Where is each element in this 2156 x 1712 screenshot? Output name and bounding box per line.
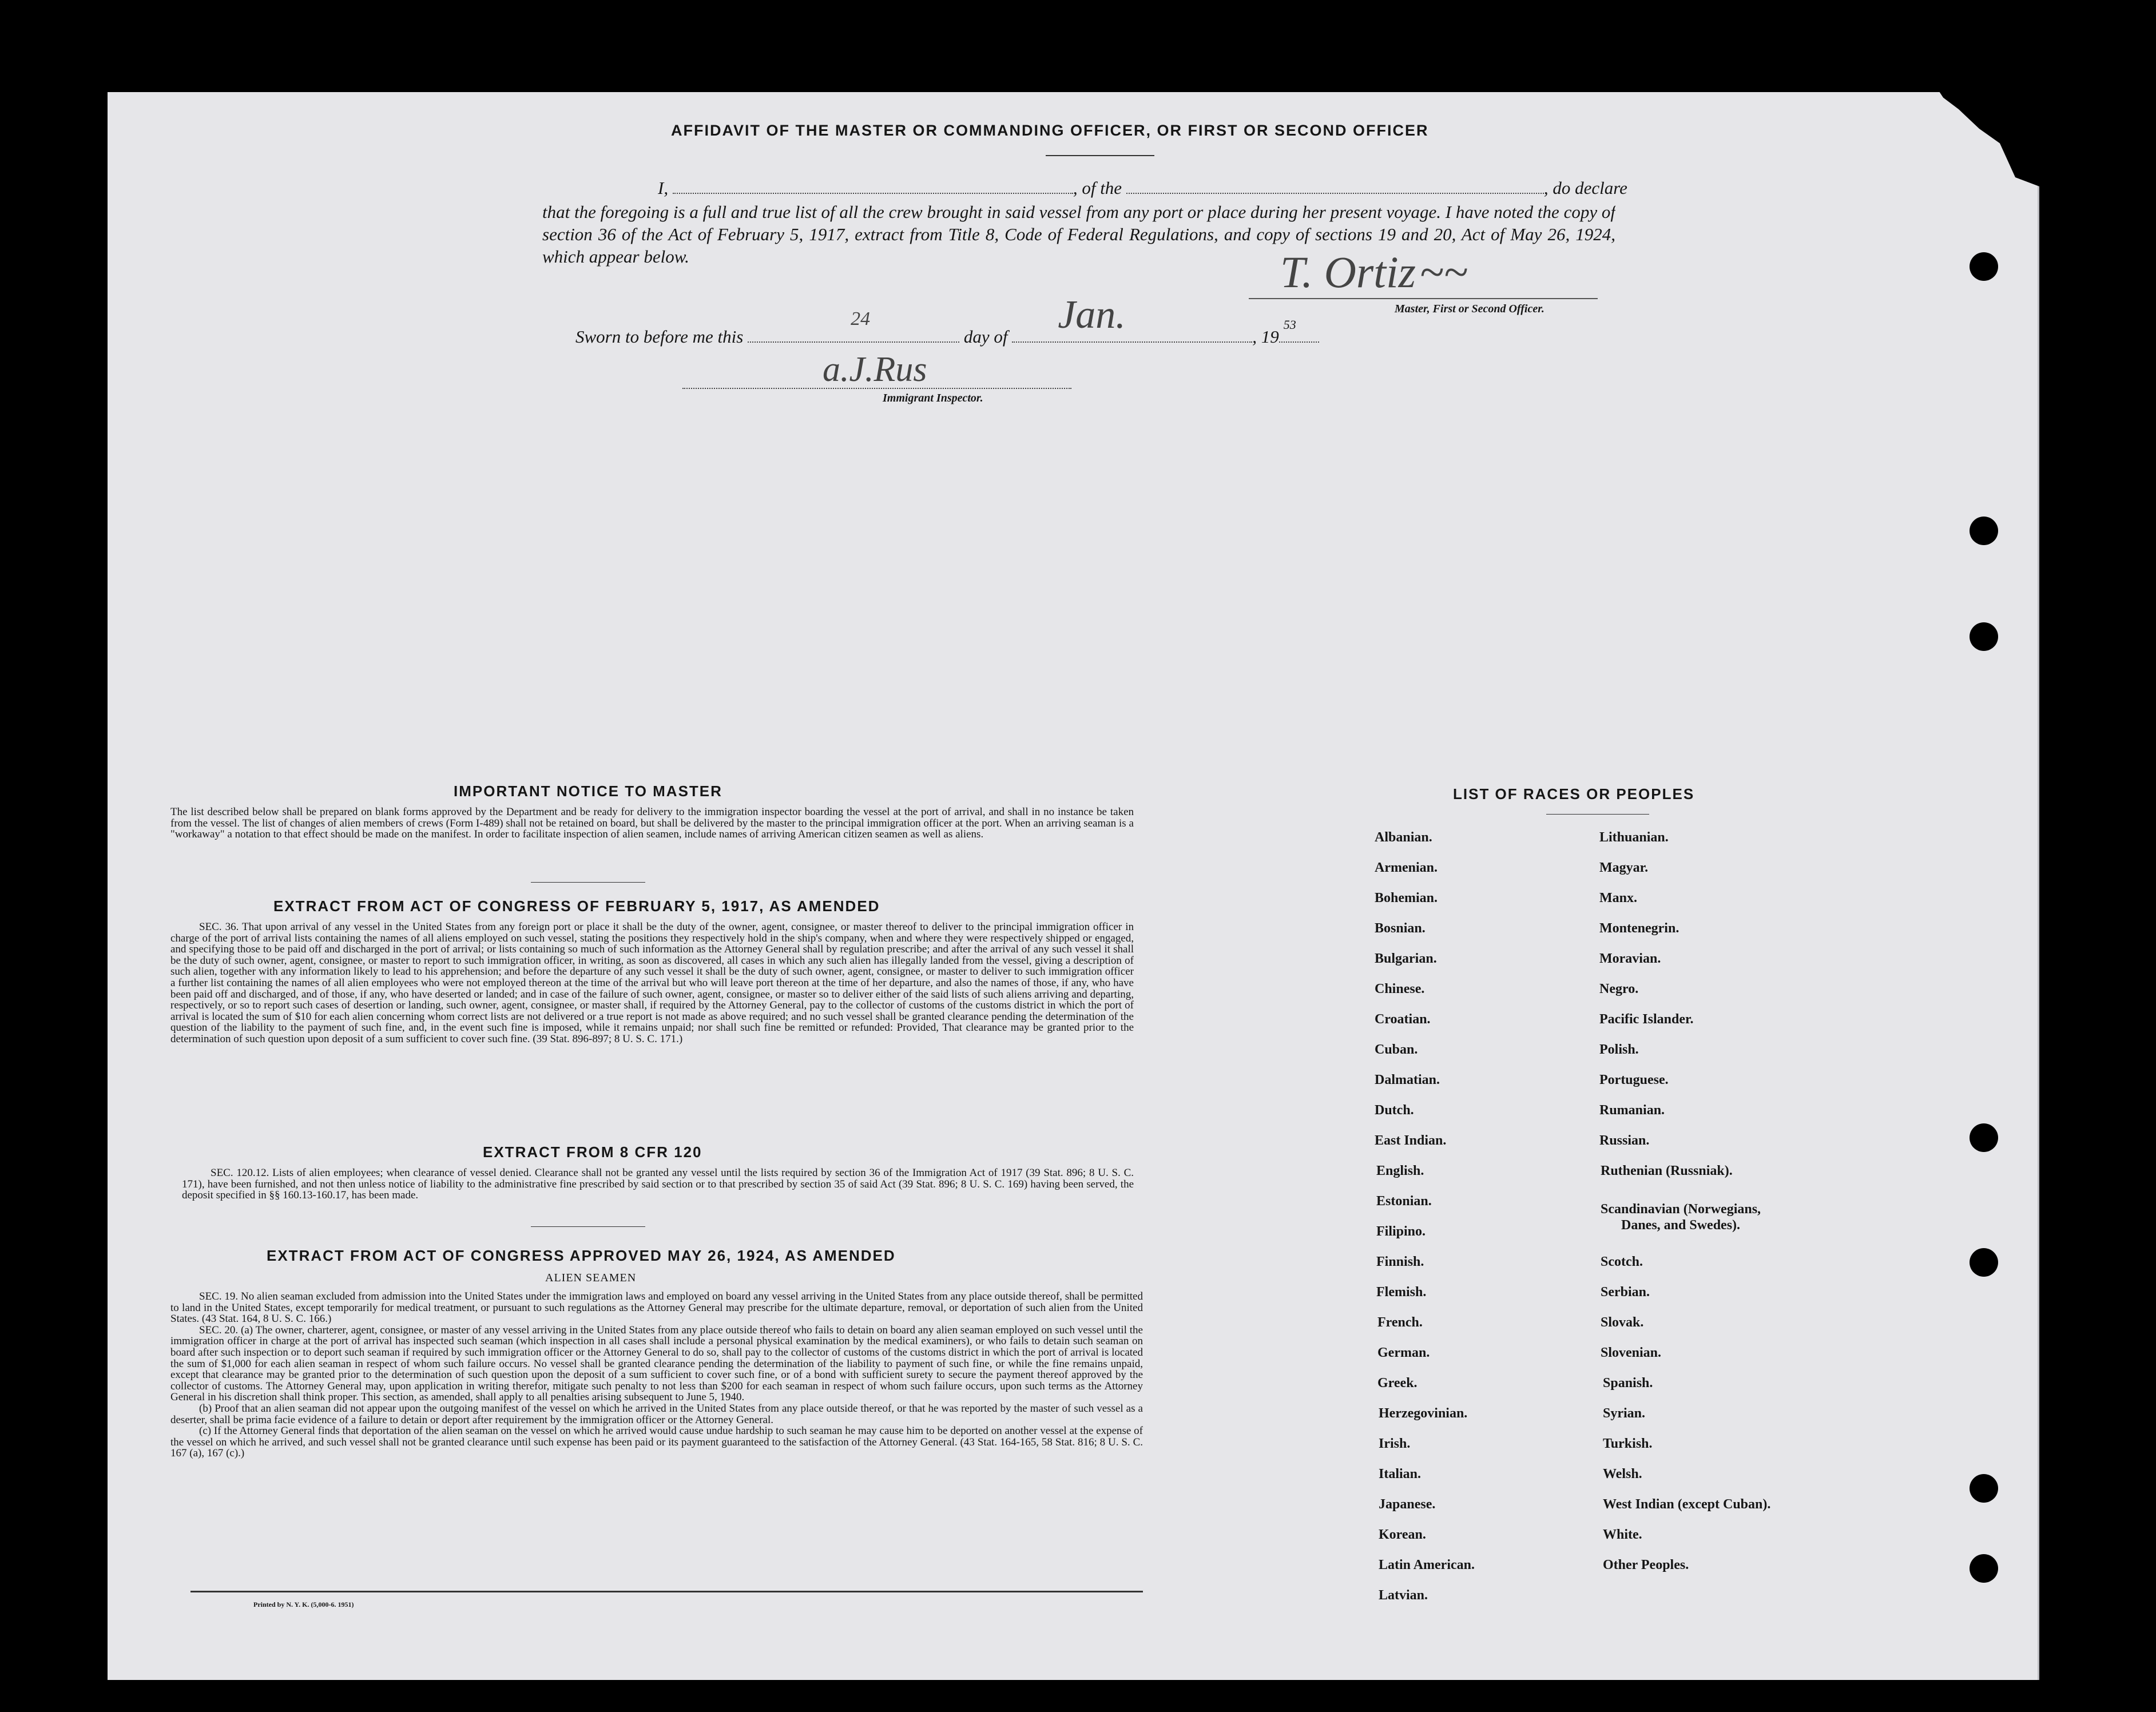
punch-hole: [1970, 1554, 1998, 1583]
alien-seamen-subtitle: ALIEN SEAMEN: [545, 1272, 637, 1284]
day-value: 24: [851, 308, 871, 329]
race-left-13: Estonian.: [1376, 1194, 1432, 1209]
race-left-7: Croatian.: [1375, 1012, 1431, 1027]
race-right-23: West Indian (except Cuban).: [1603, 1497, 1771, 1512]
year-blank[interactable]: [1279, 317, 1319, 343]
punch-hole: [1970, 1248, 1998, 1277]
race-left-4: Bosnian.: [1375, 921, 1426, 936]
race-right-5: Moravian.: [1599, 951, 1661, 966]
document-sheet: [108, 92, 2039, 1680]
of-the-label: , of the: [1073, 178, 1122, 198]
race-left-21: Irish.: [1379, 1436, 1411, 1451]
sworn-label: Sworn to before me this: [575, 327, 744, 347]
race-left-2: Armenian.: [1375, 860, 1438, 875]
race-left-24: Korean.: [1379, 1527, 1426, 1542]
punch-hole: [1970, 1474, 1998, 1503]
extract-cfr-text: SEC. 120.12. Lists of alien employees; when clearance of vessel denied. Clearance shall not be granted any vessel until the lists required by section 36 of the Immigration Act of 1917 (39 Stat. 896; 8 U. S. C. 171), have been furnished, and not then unless notice of liability to the administrative fine prescribed by said section or to that prescribed by section 35 of said Act (39 Stat. 896; 8 U. S. C. 169) having been served, the deposit specified in §§ 160.13-160.17, has been made.: [182, 1167, 1134, 1202]
race-left-22: Italian.: [1379, 1467, 1422, 1481]
punch-hole: [1970, 622, 1998, 651]
race-left-1: Albanian.: [1375, 830, 1432, 845]
name-blank[interactable]: [673, 180, 1073, 194]
race-right-16: Serbian.: [1601, 1285, 1650, 1300]
race-right-19: Spanish.: [1603, 1376, 1653, 1391]
sec20c-text: (c) If the Attorney General finds that deportation of the alien seaman on the vessel on which he arrived would cause undue hardship to such seaman he may cause him to be deported on another vessel at the expense of the vessel on which he arrived, and such vessel shall not be granted clearance until such expense has been paid or its payment guaranteed to the satisfaction of the Attorney General. (43 Stat. 164-165, 58 Stat. 816; 8 U. S. C. 167 (a), 167 (c).): [170, 1425, 1143, 1460]
race-left-23: Japanese.: [1379, 1497, 1436, 1512]
race-right-11: Russian.: [1599, 1133, 1650, 1148]
race-right-13: Scandinavian (Norwegians,: [1601, 1202, 1761, 1217]
extract-cfr-title: EXTRACT FROM 8 CFR 120: [483, 1143, 702, 1161]
race-right-12: Ruthenian (Russniak).: [1601, 1163, 1733, 1178]
race-right-21: Turkish.: [1603, 1436, 1653, 1451]
race-right-1: Lithuanian.: [1599, 830, 1669, 845]
race-right-10: Rumanian.: [1599, 1103, 1665, 1118]
notice-text: The list described below shall be prepared on blank forms approved by the Department and be ready for delivery to the immigration inspector boarding the vessel at the port of arrival, and shall in no instance be taken from the vessel. The list of changes of alien members of crews (Form I-489) shall not be retained on board, but shall be delivered by the master to the principal immigration officer at the port. When an arriving seaman is a "workaway" a notation to that effect should be made on the manifest. In order to facilitate inspection of alien seamen, include names of arriving American citizen seamen as well as aliens.: [170, 806, 1134, 841]
punch-hole: [1970, 252, 1998, 281]
master-caption: Master, First or Second Officer.: [1395, 303, 1544, 315]
extract1924-title: EXTRACT FROM ACT OF CONGRESS APPROVED MAY 26, 1924, AS AMENDED: [267, 1247, 896, 1264]
race-right-15: Scotch.: [1601, 1254, 1643, 1269]
punch-hole: [1970, 1123, 1998, 1152]
i-label: I,: [658, 178, 669, 198]
race-right-2: Magyar.: [1599, 860, 1649, 875]
race-left-3: Bohemian.: [1375, 891, 1438, 905]
sec20a-text: SEC. 20. (a) The owner, charterer, agent, consignee, or master of any vessel arriving in the United States from any place outside thereof who fails to detain on board any alien seaman employed on such vessel until the immigration officer in charge at the port of arrival has inspected such seaman (which inspection in all cases shall include a personal physical examination by the medical examiners), or who fails to detain such seaman on board after such inspection or to deport such seaman if required by such immigration officer or the Attorney General to do so, shall pay to the collector of customs of the customs district in which the port of arrival is located the sum of $1,000 for each alien seaman in respect of whom such failure occurs. No vessel shall be granted clearance pending the determination of the liability to payment of such fine, or while the fine remains unpaid, except that clearance may be granted prior to the determination of such question upon the deposit of a sum sufficient to cover such fine, or of a bond with sufficient surety to secure the payment thereof approved by the collector of customs. The Attorney General may, upon application in writing therefor, mitigate such penalty to not less than $200 for each seaman in respect of whom such failure occurs, upon such terms as the Attorney General in his discretion shall think proper. This section, as amended, shall apply to all penalties arising subsequent to June 5, 1940.: [170, 1324, 1143, 1404]
race-right-8: Polish.: [1599, 1042, 1639, 1057]
race-left-5: Bulgarian.: [1375, 951, 1437, 966]
inspector-sig-line: [682, 388, 1071, 389]
race-left-16: Flemish.: [1376, 1285, 1427, 1300]
race-left-12: English.: [1376, 1163, 1424, 1178]
torn-corner: [1938, 90, 2041, 187]
extract1924-body: [170, 1291, 1143, 1459]
sec19-text: SEC. 19. No alien seaman excluded from admission into the United States under the immigration laws and employed on board any vessel arriving in the United States from any place outside thereof, shall be permitted to land in the United States, except temporarily for medical treatment, or pursuant to such regulations as the Attorney General may prescribe for the ultimate departure, removal, or deportation of such alien from the United States. (43 Stat. 164, 8 U. S. C. 166.): [170, 1290, 1143, 1325]
extract1917-title: EXTRACT FROM ACT OF CONGRESS OF FEBRUARY 5, 1917, AS AMENDED: [273, 897, 880, 915]
master-signature: T. Ortiz ~~: [1280, 247, 1468, 297]
year-prefix: , 19: [1252, 327, 1279, 347]
race-left-8: Cuban.: [1375, 1042, 1418, 1057]
race-left-18: German.: [1377, 1345, 1430, 1360]
race-left-19: Greek.: [1377, 1376, 1418, 1391]
month-blank[interactable]: [1012, 293, 1252, 343]
race-left-11: East Indian.: [1375, 1133, 1447, 1148]
race-right-18: Slovenian.: [1601, 1345, 1662, 1360]
inspector-signature: a.J.Rus: [823, 350, 927, 389]
footer-rule: [190, 1591, 1143, 1592]
cfr-rule: [531, 1226, 645, 1227]
races-title: LIST OF RACES OR PEOPLES: [1453, 785, 1695, 803]
race-left-17: French.: [1377, 1315, 1423, 1330]
race-right-20: Syrian.: [1603, 1406, 1646, 1421]
do-declare-label: , do declare: [1543, 178, 1627, 198]
day-of-label: day of: [963, 327, 1008, 347]
declaration-text: that the foregoing is a full and true list of all the crew brought in said vessel from any port or place during her present voyage. I have noted the copy of section 36 of the Act of February 5, 1917, extract from Title 8, Code of Federal Regulations, and copy of sections 19 and 20, Act of May 26, 1924, which appear below.: [542, 202, 1615, 267]
punch-hole: [1970, 517, 1998, 545]
race-left-20: Herzegovinian.: [1379, 1406, 1468, 1421]
races-rule: [1546, 814, 1649, 815]
race-left-26: Latvian.: [1379, 1588, 1428, 1603]
extract1917-text: SEC. 36. That upon arrival of any vessel in the United States from any foreign port or place it shall be the duty of the owner, agent, consignee, or master thereof to deliver to the principal immigration officer in charge of the port of arrival lists containing the names of all aliens employed on such vessel, stating the positions they respectively hold in the ship's company, when and where they were respectively shipped or engaged, and specifying those to be paid off and discharged in the port of arrival; or lists containing so much of such information as the Attorney General shall by regulation prescribe; and after the arrival of any such vessel it shall be the duty of such owner, agent, consignee, or master to report to such immigration officer, in writing, as soon as discovered, all cases in which any such alien has illegally landed from the vessel, giving a description of such alien, together with any information likely to lead to his apprehension; and before the departure of any such vessel it shall be the duty of such owner, agent, consignee, or master to deliver to such immigration officer a further list containing the names of all alien employees who were not employed thereon at the time of the arrival but who will leave port thereon at the time of her departure, and also the names of those, if any, who have been paid off and discharged, and of those, if any, who have deserted or landed; and in case of the failure of such owner, agent, consignee, or master so to deliver either of the said lists of such aliens arriving and departing, respectively, or so to report such cases of desertion or landing, such owner, agent, consignee, or master shall, if required by the Attorney General, pay to the collector of customs of the customs district in which the port of arrival is located the sum of $10 for each alien concerning whom correct lists are not delivered or a true report is not made as above required; and no such vessel shall be granted clearance pending the determination of the question of the liability to the payment of such fine, and, in the event such fine is imposed, while it remains unpaid; nor shall such fine be remitted or refunded: Provided, That clearance may be granted prior to the determination of such question upon deposit of a sum sufficient to cover such fine. (39 Stat. 896-897; 8 U. S. C. 171.): [170, 921, 1134, 1045]
race-left-25: Latin American.: [1379, 1558, 1475, 1572]
day-blank[interactable]: [748, 308, 959, 343]
race-right-25: Other Peoples.: [1603, 1558, 1689, 1572]
year-value: 53: [1283, 317, 1296, 332]
race-left-10: Dutch.: [1375, 1103, 1414, 1118]
race-right-7: Pacific Islander.: [1599, 1012, 1694, 1027]
title-rule: [1046, 155, 1154, 156]
vessel-blank[interactable]: [1126, 180, 1544, 194]
race-right-9: Portuguese.: [1599, 1073, 1669, 1087]
race-right-24: White.: [1603, 1527, 1642, 1542]
race-right-17: Slovak.: [1601, 1315, 1644, 1330]
race-right-4: Montenegrin.: [1599, 921, 1679, 936]
race-right-14: Danes, and Swedes).: [1621, 1218, 1741, 1233]
printer-line: Printed by N. Y. K. (5,000-6. 1951): [253, 1600, 354, 1608]
race-left-15: Finnish.: [1376, 1254, 1424, 1269]
notice-rule: [531, 882, 645, 883]
race-left-6: Chinese.: [1375, 982, 1425, 996]
race-left-14: Filipino.: [1376, 1224, 1426, 1239]
notice-title: IMPORTANT NOTICE TO MASTER: [454, 782, 722, 800]
sworn-line: [575, 293, 1319, 347]
affidavit-title: AFFIDAVIT OF THE MASTER OR COMMANDING OFFICER, OR FIRST OR SECOND OFFICER: [671, 122, 1429, 139]
inspector-caption: Immigrant Inspector.: [883, 392, 983, 404]
declaration-line-1: [658, 178, 1627, 198]
race-left-9: Dalmatian.: [1375, 1073, 1440, 1087]
race-right-3: Manx.: [1599, 891, 1637, 905]
race-right-6: Negro.: [1599, 982, 1639, 996]
race-right-22: Welsh.: [1603, 1467, 1642, 1481]
master-sig-line: [1249, 298, 1598, 299]
month-value: Jan.: [1058, 293, 1126, 337]
sec20b-text: (b) Proof that an alien seaman did not appear upon the outgoing manifest of the vessel on which he arrived in the United States from any place outside thereof, or that he was reported by the master of such vessel as a deserter, shall be prima facie evidence of a failure to detain or deport after requirement by the immigration officer or the Attorney General.: [170, 1402, 1143, 1426]
